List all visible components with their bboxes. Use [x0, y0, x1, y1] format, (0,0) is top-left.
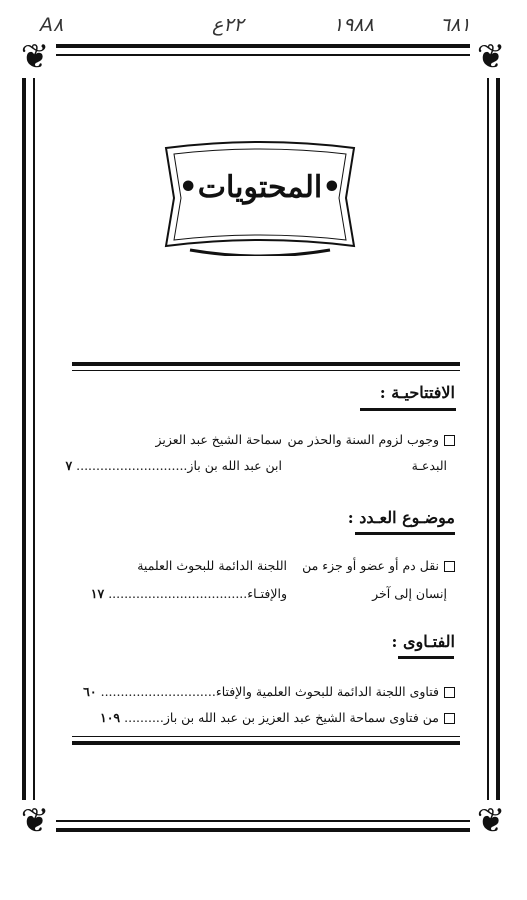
- corner-ornament-icon: ❦: [14, 800, 56, 842]
- page-number: ١٧: [90, 586, 105, 601]
- heading-underline: [360, 408, 456, 411]
- heading-underline: [398, 656, 454, 659]
- section-heading-editorial: الافتتاحيـة :: [379, 383, 455, 402]
- handwritten-note-left: A٨: [40, 14, 64, 36]
- corner-ornament-icon: ❦: [470, 36, 512, 78]
- toc-entry[interactable]: فتاوى اللجنة الدائمة للبحوث العلمية والإفتاء............................. ٦٠: [83, 684, 455, 699]
- page-title: •المحتويات•: [178, 170, 342, 205]
- toc-entry-author: سماحة الشيخ عبد العزيز: [155, 432, 282, 447]
- divider-rule: [72, 370, 460, 371]
- bullet-square-icon: [444, 561, 455, 572]
- divider-rule: [72, 741, 460, 745]
- section-heading-issue-topic: موضـوع العـدد :: [347, 508, 455, 527]
- toc-entry-author: اللجنة الدائمة للبحوث العلمية: [137, 558, 287, 573]
- toc-entry-topic-cont: إنسان إلى آخر: [372, 586, 447, 601]
- toc-entry-topic-cont: البدعـة: [411, 458, 447, 473]
- toc-entry-topic[interactable]: وجوب لزوم السنة والحذر من: [288, 432, 455, 447]
- corner-ornament-icon: ❦: [470, 800, 512, 842]
- section-heading-fatwas: الفتـاوى :: [391, 632, 455, 651]
- corner-ornament-icon: ❦: [14, 36, 56, 78]
- handwritten-note-right: ٦٨١: [440, 14, 471, 36]
- heading-underline: [355, 532, 455, 535]
- page-number: ١٠٩: [99, 710, 121, 725]
- bullet-square-icon: [444, 687, 455, 698]
- toc-entry[interactable]: من فتاوى سماحة الشيخ عبد العزيز بن عبد الله بن باز.......... ١٠٩: [100, 710, 455, 725]
- toc-entry-author-cont: ابن عبد الله بن باز............................ ٧: [65, 458, 282, 473]
- page-number: ٦٠: [83, 684, 97, 699]
- divider-rule: [72, 736, 460, 737]
- handwritten-note-middle: ٢٢ع: [212, 14, 244, 36]
- page-number: ٧: [65, 458, 73, 473]
- bullet-square-icon: [444, 435, 455, 446]
- handwritten-year: ١٩٨٨: [333, 14, 374, 36]
- bullet-square-icon: [444, 713, 455, 724]
- toc-entry-author-cont: والإفتـاء................................... ١٧: [90, 586, 287, 601]
- toc-entry-topic[interactable]: نقل دم أو عضو أو جزء من: [302, 558, 455, 573]
- divider-rule: [72, 362, 460, 366]
